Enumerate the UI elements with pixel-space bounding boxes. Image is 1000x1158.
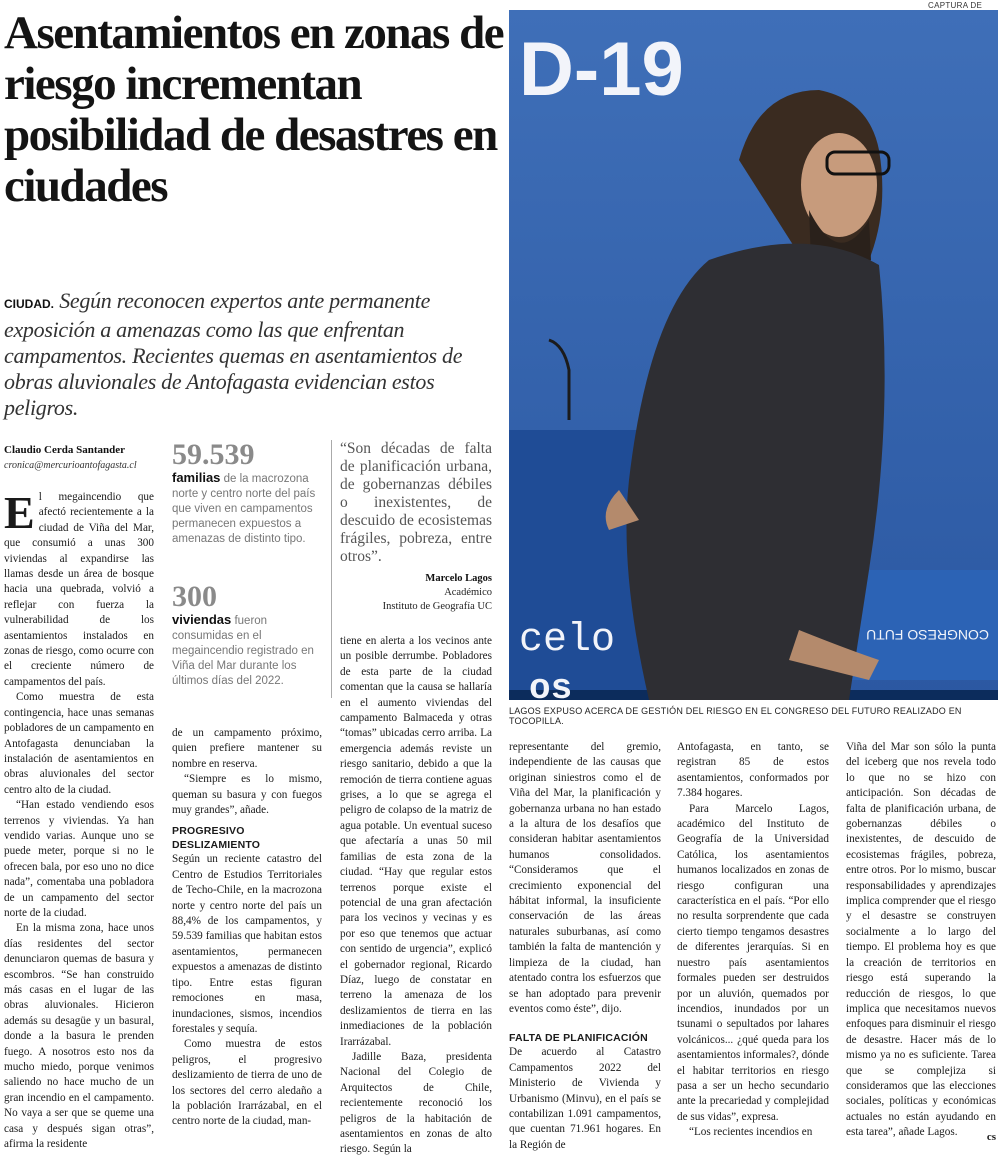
stat-label: viviendas (172, 612, 232, 627)
stat-label: familias (172, 470, 221, 485)
speaker-photo-illustration (509, 10, 998, 700)
banner-text: celo (519, 618, 616, 663)
dropcap: E (4, 487, 35, 538)
quote-institution: Instituto de Geografía UC (382, 601, 492, 612)
pull-quote: “Son décadas de falta de planificación urbana, de gobernanzas débiles o inexistentes, de descuido de ecosistemas frágiles, pobreza, entre otros”. (340, 440, 492, 565)
subhead-line-1: PROGRESIVO (172, 825, 245, 838)
col3-paragraph-2: Jadille Baza, presidenta Nacional del Colegio de Arquitectos de Chile, recientemente reconoció los peligros de la habitación de asentamientos en zonas de alto riesgo. Según la (340, 1050, 492, 1156)
column-6 (846, 740, 996, 1141)
banner-text-2: os (529, 668, 573, 700)
stat-number: 300 (172, 580, 217, 613)
col6-paragraph-1: Viña del Mar son sólo la punta del iceberg que nos revela todo lo que no se hizo con anticipación. Son décadas de falta de planificación urbana, de gobernanzas débiles o inexistentes, de descuido de ecosistemas frágiles, pobreza, entre otros. Por lo mismo, buscar responsabilidades y aprendizajes implica comprender que el riesgo y el desastre se construyen socialmente a lo largo del tiempo. El problema hoy es que la creación de territorios en riesgo está superando la reducción de riesgos, lo que implica que necesitamos nuevos enfoques para disminuir el riesgo de desastre. Hacer más de lo mismo ya no es suficiente. Tarea que se complejiza si consideramos que las elecciones sociales, políticas y económicas actuales no están ayudando en esta tarea”, añade Lagos. (846, 741, 996, 1139)
author-email: cronica@mercurioantofagasta.cl (4, 460, 137, 471)
col1-paragraph-4: En la misma zona, hace unos días residentes del sector denunciaron quemas de basura y escombros. “Se han construido más casas en el lugar de las obras aluvionales. Hicieron además su desagüe y un basural, donde a la basura le prenden fuego. A nosotros esto nos da mucho miedo, porque venimos saliendo no hace mucho de un gran incendio en el campamento. No vaya a ser que se queme una casa y después sigan otras”, afirma la residente (4, 922, 154, 1151)
col1-paragraph-1: l megaincendio que afectó recientemente a la ciudad de Viña del Mar, que consumió a unas 300 viviendas al expandirse las llamas desde un área de bosque hacia una quebrada, volvió a reflejar con fuerza la vulnerabilidad de los asentamientos instalados en zonas de riesgo, como ocurre con el creciente número de campamentos del país. (4, 491, 154, 688)
author-name: Claudio Cerda Santander (4, 444, 126, 456)
col5-paragraph-1: Antofagasta, en tanto, se registran 85 de estos asentamientos, conformados por 7.384 hogares. (677, 741, 829, 800)
quote-attribution (340, 572, 492, 614)
quote-author: Marcelo Lagos (425, 573, 492, 584)
col1-paragraph-3: “Han estado vendiendo esos terrenos y viviendas. Ya han vendido varias. Aunque uno se puede meter, porque si no le ofrecen bala, por eso uno no dice nada”, comentaba una pobladora de un campamento del sector norte de la ciudad. (4, 799, 154, 919)
photo-caption: LAGOS EXPUSO ACERCA DE GESTIÓN DEL RIESGO EN EL CONGRESO DEL FUTURO REALIZADO EN TOCOPILLA. (509, 706, 962, 726)
col1-paragraph-2: Como muestra de esta contingencia, hace unas semanas pobladores de un campamento en Antofagasta denunciaban la instalación de asentamientos en obras aluvionales del sector centro alto de la ciudad. (4, 691, 154, 796)
col5-paragraph-3: “Los recientes incendios en (689, 1126, 813, 1139)
lead-text: Según reconocen expertos ante permanente exposición a amenazas como las que enfrentan campamentos. Recientes quemas en asentamientos de obras aluvionales de Antofagasta evidencian estos peligros. (4, 288, 463, 420)
end-mark: cs (986, 1131, 996, 1143)
banner-right-text: CONGRESO FUTU (866, 627, 989, 643)
speaker-photo (509, 10, 998, 700)
stat-text: fueron consumidas en el megaincendio registrado en Viña del Mar durante los últimos días del 2022. (172, 615, 314, 687)
col2-paragraph-4: Como muestra de estos peligros, el progresivo deslizamiento de tierra de uno de los sectores del cerro aledaño a la población Irarrázabal, en el centro norte de la ciudad, man- (172, 1038, 322, 1128)
col3-paragraph-1: tiene en alerta a los vecinos ante un posible derrumbe. Pobladores de esta parte de la ciudad comentan que la causa se hallaría en el aumento viviendas del campamento Balmaceda y otras “tomas” ubicadas cerro arriba. La emergencia además reviste un riesgo sanitario, debido a que la remoción de tierra contiene aguas grises, a lo que se agrega el peligro de colapso de la matriz de agua potable. Un eventual suceso que afectaría a unas 50 mil familias de esta zona de la ciudad. “Hay que regular estos terrenos porque existe el potencial de una gran afectación para los vecinos y vecinas y es por eso que tenemos que actuar con sentido de urgencia”, explicó el gobernador regional, Ricardo Díaz, luego de constatar en terreno la amenaza de los deslizamientos de tierra en las inmediaciones de la población Irarrázabal. (340, 635, 492, 1048)
col2-paragraph-3: Según un reciente catastro del Centro de Estudios Territoriales de Techo-Chile, en la macrozona norte y centro norte del país un 88,4% de los campamentos, y 59.539 familias que habitan estos asentamientos, permanecen expuestos a amenazas de distinto tipo. Entre estas figuran remociones en masa, inundaciones, sismos, incendios forestales y sequía. (172, 853, 322, 1035)
col2-paragraph-1: de un campamento próximo, quien prefiere mantener su nombre en reserva. (172, 727, 322, 770)
subhead-planning: FALTA DE PLANIFICACIÓN (509, 1032, 648, 1045)
col4-paragraph-2: De acuerdo al Catastro Campamentos 2022 del Ministerio de Vivienda y Urbanismo (Minvu), en el país se contabilizan 1.091 campamentos, que cuentan 71.961 hogares. En la Región de (509, 1046, 661, 1151)
section-tag: CIUDAD. (4, 297, 54, 311)
column-4 (509, 740, 661, 1153)
quote-role: Académico (444, 587, 492, 598)
screen-text: D-19 (519, 27, 684, 112)
col5-paragraph-2: Para Marcelo Lagos, académico del Instituto de Geografía de la Universidad Católica, los asentamientos humanos localizados en zonas de riesgo configuran una característica en el país. “Por ello no resulta sorprendente que cada cierto tiempo tengamos desastres de diferentes jerarquías. Si en nuestro país asentamientos formales pueden ser destruidos por un aluvión, quemados por incendios, inundados por un tsunami o sepultados por lahares volcánicos... ¿qué queda para los asentamientos informales?, dónde el habitar territorios en riesgo pasa a ser un hecho secundario ante la precariedad y complejidad de sus vidas”, expresa. (677, 802, 829, 1123)
column-2 (172, 726, 322, 1130)
column-5 (677, 740, 829, 1141)
photo-credit: CAPTURA DE (928, 1, 983, 10)
column-rule (331, 440, 332, 698)
stat-homes (172, 582, 322, 689)
column-3 (340, 634, 492, 1158)
stat-text: de la macrozona norte y centro norte del país que viven en campamentos permanecen expuestos a amenazas de distinto tipo. (172, 473, 316, 545)
headline: Asentamientos en zonas de riesgo incrementan posibilidad de desastres en ciudades (4, 7, 504, 212)
stat-number: 59.539 (172, 438, 255, 471)
stat-families (172, 440, 322, 547)
col2-paragraph-2: “Siempre es lo mismo, queman su basura y con fuegos muy grandes”, añade. (172, 773, 322, 817)
col4-paragraph-1: representante del gremio, independiente de las causas que originan siniestros como el de Viña del Mar, la planificación y gobernanza urbana no han estado a la altura de los desafíos que consideran habitar asentamientos humanos consolidados. “Consideramos que el crecimiento exponencial del hábitat informal, la insuficiente conservación de las áreas naturales suburbanas, así como también la falta de mantención y limpieza de la ciudad, han atentado contra los esfuerzos que se han adoptado para prevenir eventos como éste”, dijo. (509, 741, 661, 1015)
lead-paragraph (4, 288, 494, 421)
column-1 (4, 487, 154, 1152)
subhead-line-2: DESLIZAMIENTO (172, 839, 261, 852)
